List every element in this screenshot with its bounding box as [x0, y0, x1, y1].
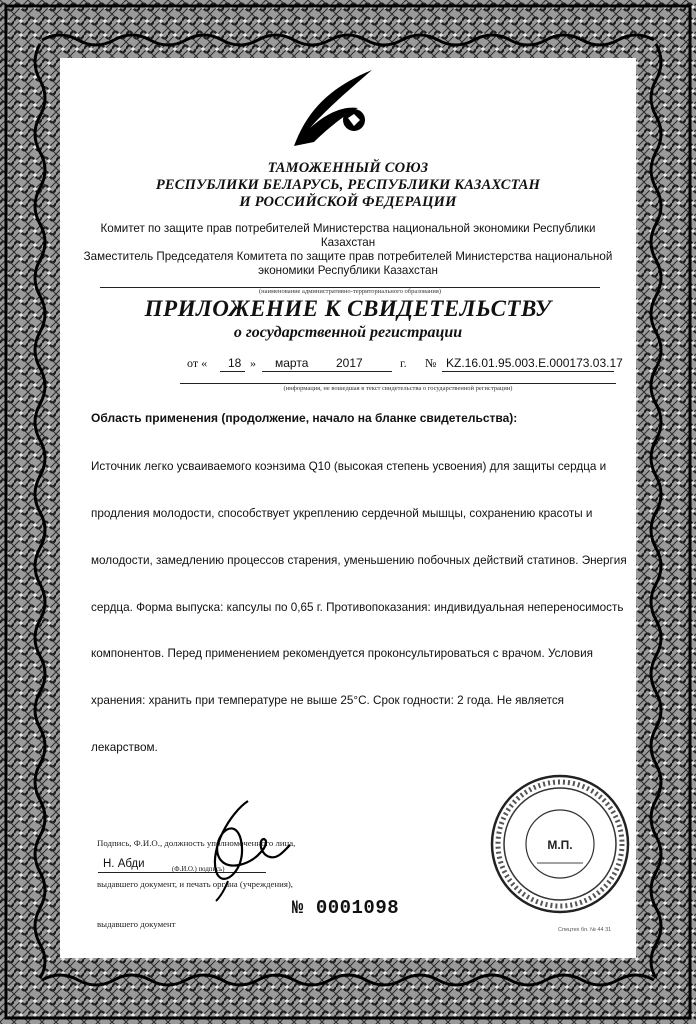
printer-mark: Спецтех бл. № 44 31 — [558, 927, 612, 933]
scope-line: Источник легко усваиваемого коэнзима Q10 (высокая степень усвоения) для защиты сердца и — [91, 460, 607, 474]
union-title-line-2: РЕСПУБЛИКИ БЕЛАРУСЬ, РЕСПУБЛИКИ КАЗАХСТАН — [155, 177, 541, 193]
scope-line: лекарством. — [91, 740, 158, 754]
date-month: марта — [275, 356, 309, 370]
date-day: 18 — [228, 356, 242, 370]
registration-number: KZ.16.01.95.003.E.000173.03.17 — [446, 356, 623, 370]
handwritten-signature-icon — [190, 793, 300, 903]
scope-line: молодости, замедлению процессов старения, уменьшению побочных действий статинов. Энергия — [91, 553, 627, 567]
document-subtitle: о государственной регистрации — [233, 324, 463, 341]
scope-line: хранения: хранить при температуре не выше 25°С. Срок годности: 2 года. Не является — [91, 694, 565, 708]
committee-line-1: Комитет по защите прав потребителей Министерства национальной экономики Республики — [100, 222, 596, 235]
deputy-line-1: Заместитель Председателя Комитета по защите прав потребителей Министерства национальной — [83, 250, 613, 263]
scope-line: компонентов. Перед применением рекомендуется проконсультироваться с врачом. Условия — [91, 647, 593, 661]
serial-digits: 0001098 — [315, 897, 400, 919]
union-title-line-1: ТАМОЖЕННЫЙ СОЮЗ — [267, 160, 429, 176]
number-sign: № — [425, 356, 437, 370]
signature-caption-line: выдавшего документ — [97, 919, 176, 929]
date-year-suffix: г. — [400, 356, 407, 370]
committee-line-2: Казахстан — [320, 236, 376, 249]
scope-heading: Область применения (продолжение, начало на бланке свидетельства): — [91, 411, 518, 425]
date-prefix: от « — [187, 356, 208, 370]
deputy-line-2: экономики Республики Казахстан — [258, 264, 438, 277]
admin-caption: (наименование административно-территориального образования) — [258, 288, 441, 295]
serial-sign: № — [292, 897, 304, 919]
info-underline — [180, 383, 616, 384]
day-underline — [220, 371, 245, 372]
customs-union-emblem-icon — [288, 68, 378, 150]
scope-text — [91, 428, 631, 771]
info-caption: (информация, не вошедшая в текст свидетельства о государственной регистрации) — [283, 385, 513, 392]
date-year: 2017 — [336, 356, 363, 370]
document-title: ПРИЛОЖЕНИЕ К СВИДЕТЕЛЬСТВУ — [144, 296, 552, 321]
union-title-line-3: И РОССИЙСКОЙ ФЕДЕРАЦИИ — [239, 194, 457, 210]
signer-name: Н. Абди — [103, 858, 145, 870]
date-day-close: » — [250, 356, 256, 370]
month-year-underline — [262, 371, 392, 372]
stamp-label: М.П. — [547, 838, 573, 852]
signature-caption-line: Подпись, Ф.И.О., должность уполномоченного лица, — [97, 838, 296, 848]
scope-line: сердца. Форма выпуска: капсулы по 0,65 г. Противопоказания: индивидуальная непереносимость — [91, 600, 624, 614]
number-underline — [442, 371, 614, 372]
serial-number — [292, 897, 399, 919]
scope-line: продления молодости, способствует укреплению сердечной мышцы, сохранению красоты и — [91, 506, 593, 520]
signature-caption-line: выдавшего документ, и печать органа (учреждения), — [97, 878, 294, 889]
fio-caption: (Ф.И.О.) подпись) — [172, 866, 225, 873]
official-stamp — [487, 771, 633, 917]
